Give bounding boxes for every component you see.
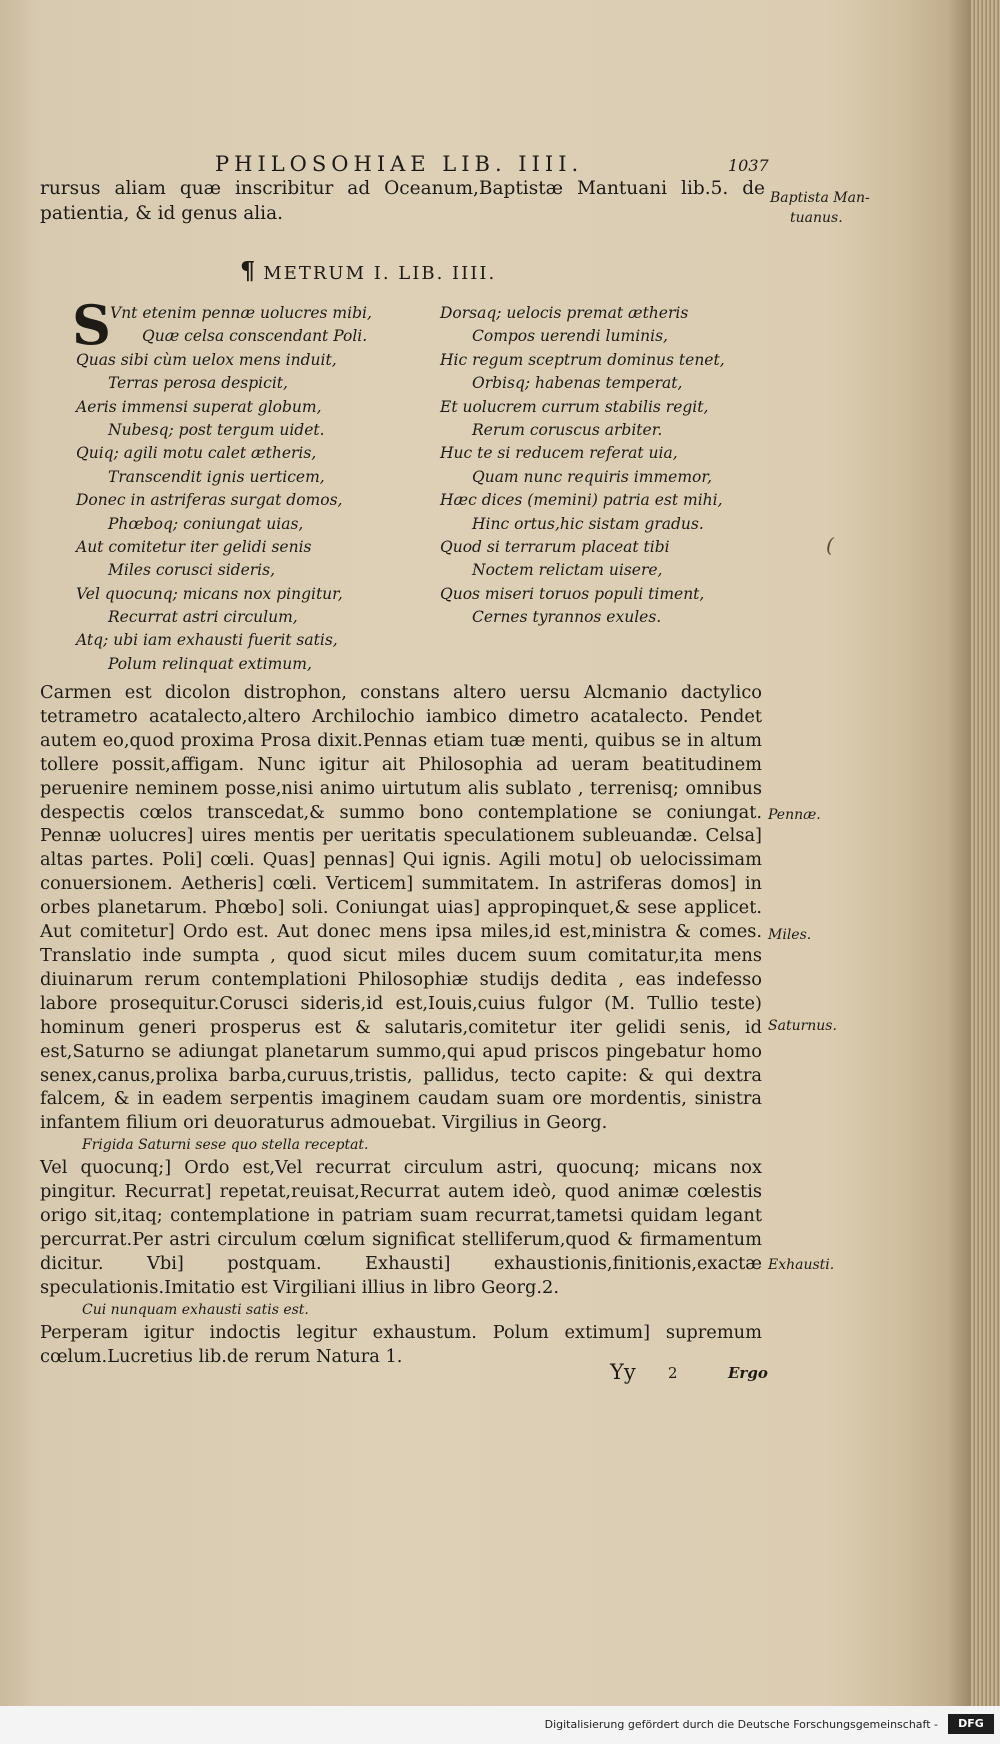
- verse-line: Vnt etenim pennæ uolucres mibi,: [110, 304, 372, 322]
- verse-line: Donec in astriferas surgat domos,: [76, 491, 343, 510]
- commentary-paragraph: Carmen est dicolon distrophon, constans altero uersu Alcmanio dactylico tetrametro acatalecto,altero Archilochio iambico dimetro acatalecto. Pendet autem eo,quod proxima Prosa dixit.Pennas etiam tuæ menti, quibus se in altum tollere possit,affigam. Nunc igitur ait Philosophia ad ueram beatitudinem peruenire neminem posse,nisi animo uirtutum alis sublato , terrenisq; omnibus despectis cœlos transcedat,& summo bono contemplatione se coniungat. Pennæ uolucres] uires mentis per ueritatis speculationem subleuandæ. Celsa] altas partes. Poli] cœli. Quas] pennas] Qui ignis. Agili motu] ob uelocissimam conuersionem. Aetheris] cœli. Verticem] summitatem. In astriferas domos] in orbes planetarum. Phœbo] soli. Coniungat uias] appropinquet,& sese applicet. Aut comitetur] Ordo est. Aut donec mens ipsa miles,id est,ministra & comes. Translatio inde sumpta , quod sicut miles ducem suum comitatur,ita mens diuinarum rerum contemplationi Philosophiæ studijs dedita , eas indefesso labore prosequitur.Corusci sideris,id est,Iouis,cuius fulgor (M. Tullio teste) hominum generi prosperus est & salutaris,comitetur iter gelidi senis, id est,Saturno se adiungat planetarum summo,qui apud priscos pingebatur homo senex,canus,prolixa barba,curuus,tristis, pallidus, tecto capite: & qui dextra falcem, & in eadem serpentis imaginem caudam suam ore mordentis, sinistra infantem filium ori deuoraturus admouebat. Virgilius in Georg.: [40, 682, 762, 1134]
- verse-line: Compos uerendi luminis,: [472, 327, 668, 346]
- commentary-quote: Frigida Saturni sese quo stella receptat.: [82, 1137, 369, 1154]
- verse-line: Quas sibi cùm uelox mens induit,: [76, 350, 337, 369]
- gutter-shadow: [948, 0, 970, 1706]
- signature-mark: Yy: [610, 1360, 636, 1384]
- verse-line: Quam nunc requiris immemor,: [472, 467, 712, 486]
- dfg-logo: DFG: [948, 1714, 994, 1734]
- verse-line: Nubesq; post tergum uidet.: [108, 420, 325, 439]
- side-note-pennae: Pennæ.: [768, 807, 821, 823]
- intro-text: rursus aliam quæ inscribitur ad Oceanum,Baptistæ Mantuani lib.5. de patientia, & id genus alia.: [40, 178, 765, 224]
- catchword: Ergo: [728, 1364, 768, 1382]
- verse-line: Hinc ortus,hic sistam gradus.: [472, 514, 704, 533]
- verse-line: Noctem relictam uisere,: [472, 561, 663, 580]
- commentary-paragraph: Perperam igitur indoctis legitur exhaustum. Polum extimum] supremum cœlum.Lucretius lib.de rerum Natura 1.: [40, 1321, 762, 1367]
- verse-line: Quod si terrarum placeat tibi: [440, 537, 670, 556]
- verse-line: Miles corusci sideris,: [108, 561, 276, 580]
- verse-line: Et uolucrem currum stabilis regit,: [440, 397, 709, 416]
- verse-line: Polum relinquat extimum,: [108, 654, 312, 673]
- verse-line: Quos miseri toruos populi timent,: [440, 584, 705, 603]
- verse-line: Rerum coruscus arbiter.: [472, 420, 663, 439]
- verse-line: Cernes tyrannos exules.: [472, 608, 662, 627]
- verse-line: Aeris immensi superat globum,: [76, 397, 322, 416]
- verse-line: Terras perosa despicit,: [108, 374, 288, 393]
- side-note-exhausti: Exhausti.: [768, 1257, 835, 1273]
- verse-line: Dorsaq; uelocis premat ætheris: [440, 304, 689, 322]
- commentary-quote: Cui nunquam exhausti satis est.: [82, 1301, 309, 1318]
- signature-number: 2: [668, 1364, 678, 1382]
- commentary-block: [40, 681, 762, 1368]
- folio-number: 1037: [728, 156, 769, 175]
- verse-right-column: [440, 302, 725, 629]
- commentary-paragraph: Vel quocunq;] Ordo est,Vel recurrat circulum astri, quocunq; micans nox pingitur. Recurrat] repetat,reuisat,Recurrat autem ideò, quod animæ cœlestis origo sit,itaq; contemplatione in patriam suam recurrat,tametsi quidam legant percurrat.Per astri circulum cœlum significat stelliferum,quod & firmamentum dicitur. Vbi] postquam. Exhausti] exhaustionis,finitionis,exactæ speculationis.Imitatio est Virgiliani illius in libro Georg.2.: [40, 1157, 762, 1298]
- side-note-miles: Miles.: [768, 927, 812, 943]
- verse-line: Quiq; agili motu calet ætheris,: [76, 444, 317, 463]
- verse-line: Quæ celsa conscendant Poli.: [142, 327, 368, 346]
- verse-line: Atq; ubi iam exhausti fuerit satis,: [76, 631, 338, 650]
- side-note-mantuanus-2: tuanus.: [790, 210, 843, 226]
- verse-line: Aut comitetur iter gelidi senis: [76, 537, 312, 556]
- verse-line: Phœboq; coniungat uias,: [108, 514, 304, 533]
- verse-line: Hic regum sceptrum dominus tenet,: [440, 350, 725, 369]
- footer-bar: [0, 1706, 1000, 1744]
- drop-capital: S: [72, 293, 111, 357]
- side-note-mantuanus-1: Baptista Man-: [770, 190, 870, 206]
- running-head: PHILOSOHIAE LIB. IIII.: [215, 152, 584, 176]
- verse-line: Hæc dices (memini) patria est mihi,: [440, 491, 723, 510]
- verse-left-column: [76, 302, 372, 676]
- verse-line: Vel quocunq; micans nox pingitur,: [76, 584, 343, 603]
- metrum-heading: [240, 256, 496, 285]
- verse-line: Transcendit ignis uerticem,: [108, 467, 325, 486]
- margin-mark: (: [826, 533, 834, 557]
- pilcrow-mark: ¶: [240, 256, 258, 285]
- page-edges: [970, 0, 1000, 1706]
- footer-credit: Digitalisierung gefördert durch die Deutsche Forschungsgemeinschaft -: [544, 1718, 938, 1731]
- verse-line: Recurrat astri circulum,: [108, 608, 298, 627]
- side-note-saturnus: Saturnus.: [768, 1018, 837, 1034]
- verse-line: Huc te si reducem referat uia,: [440, 444, 678, 463]
- metrum-title: METRUM I. LIB. IIII.: [263, 263, 497, 284]
- verse-line: Orbisq; habenas temperat,: [472, 374, 683, 393]
